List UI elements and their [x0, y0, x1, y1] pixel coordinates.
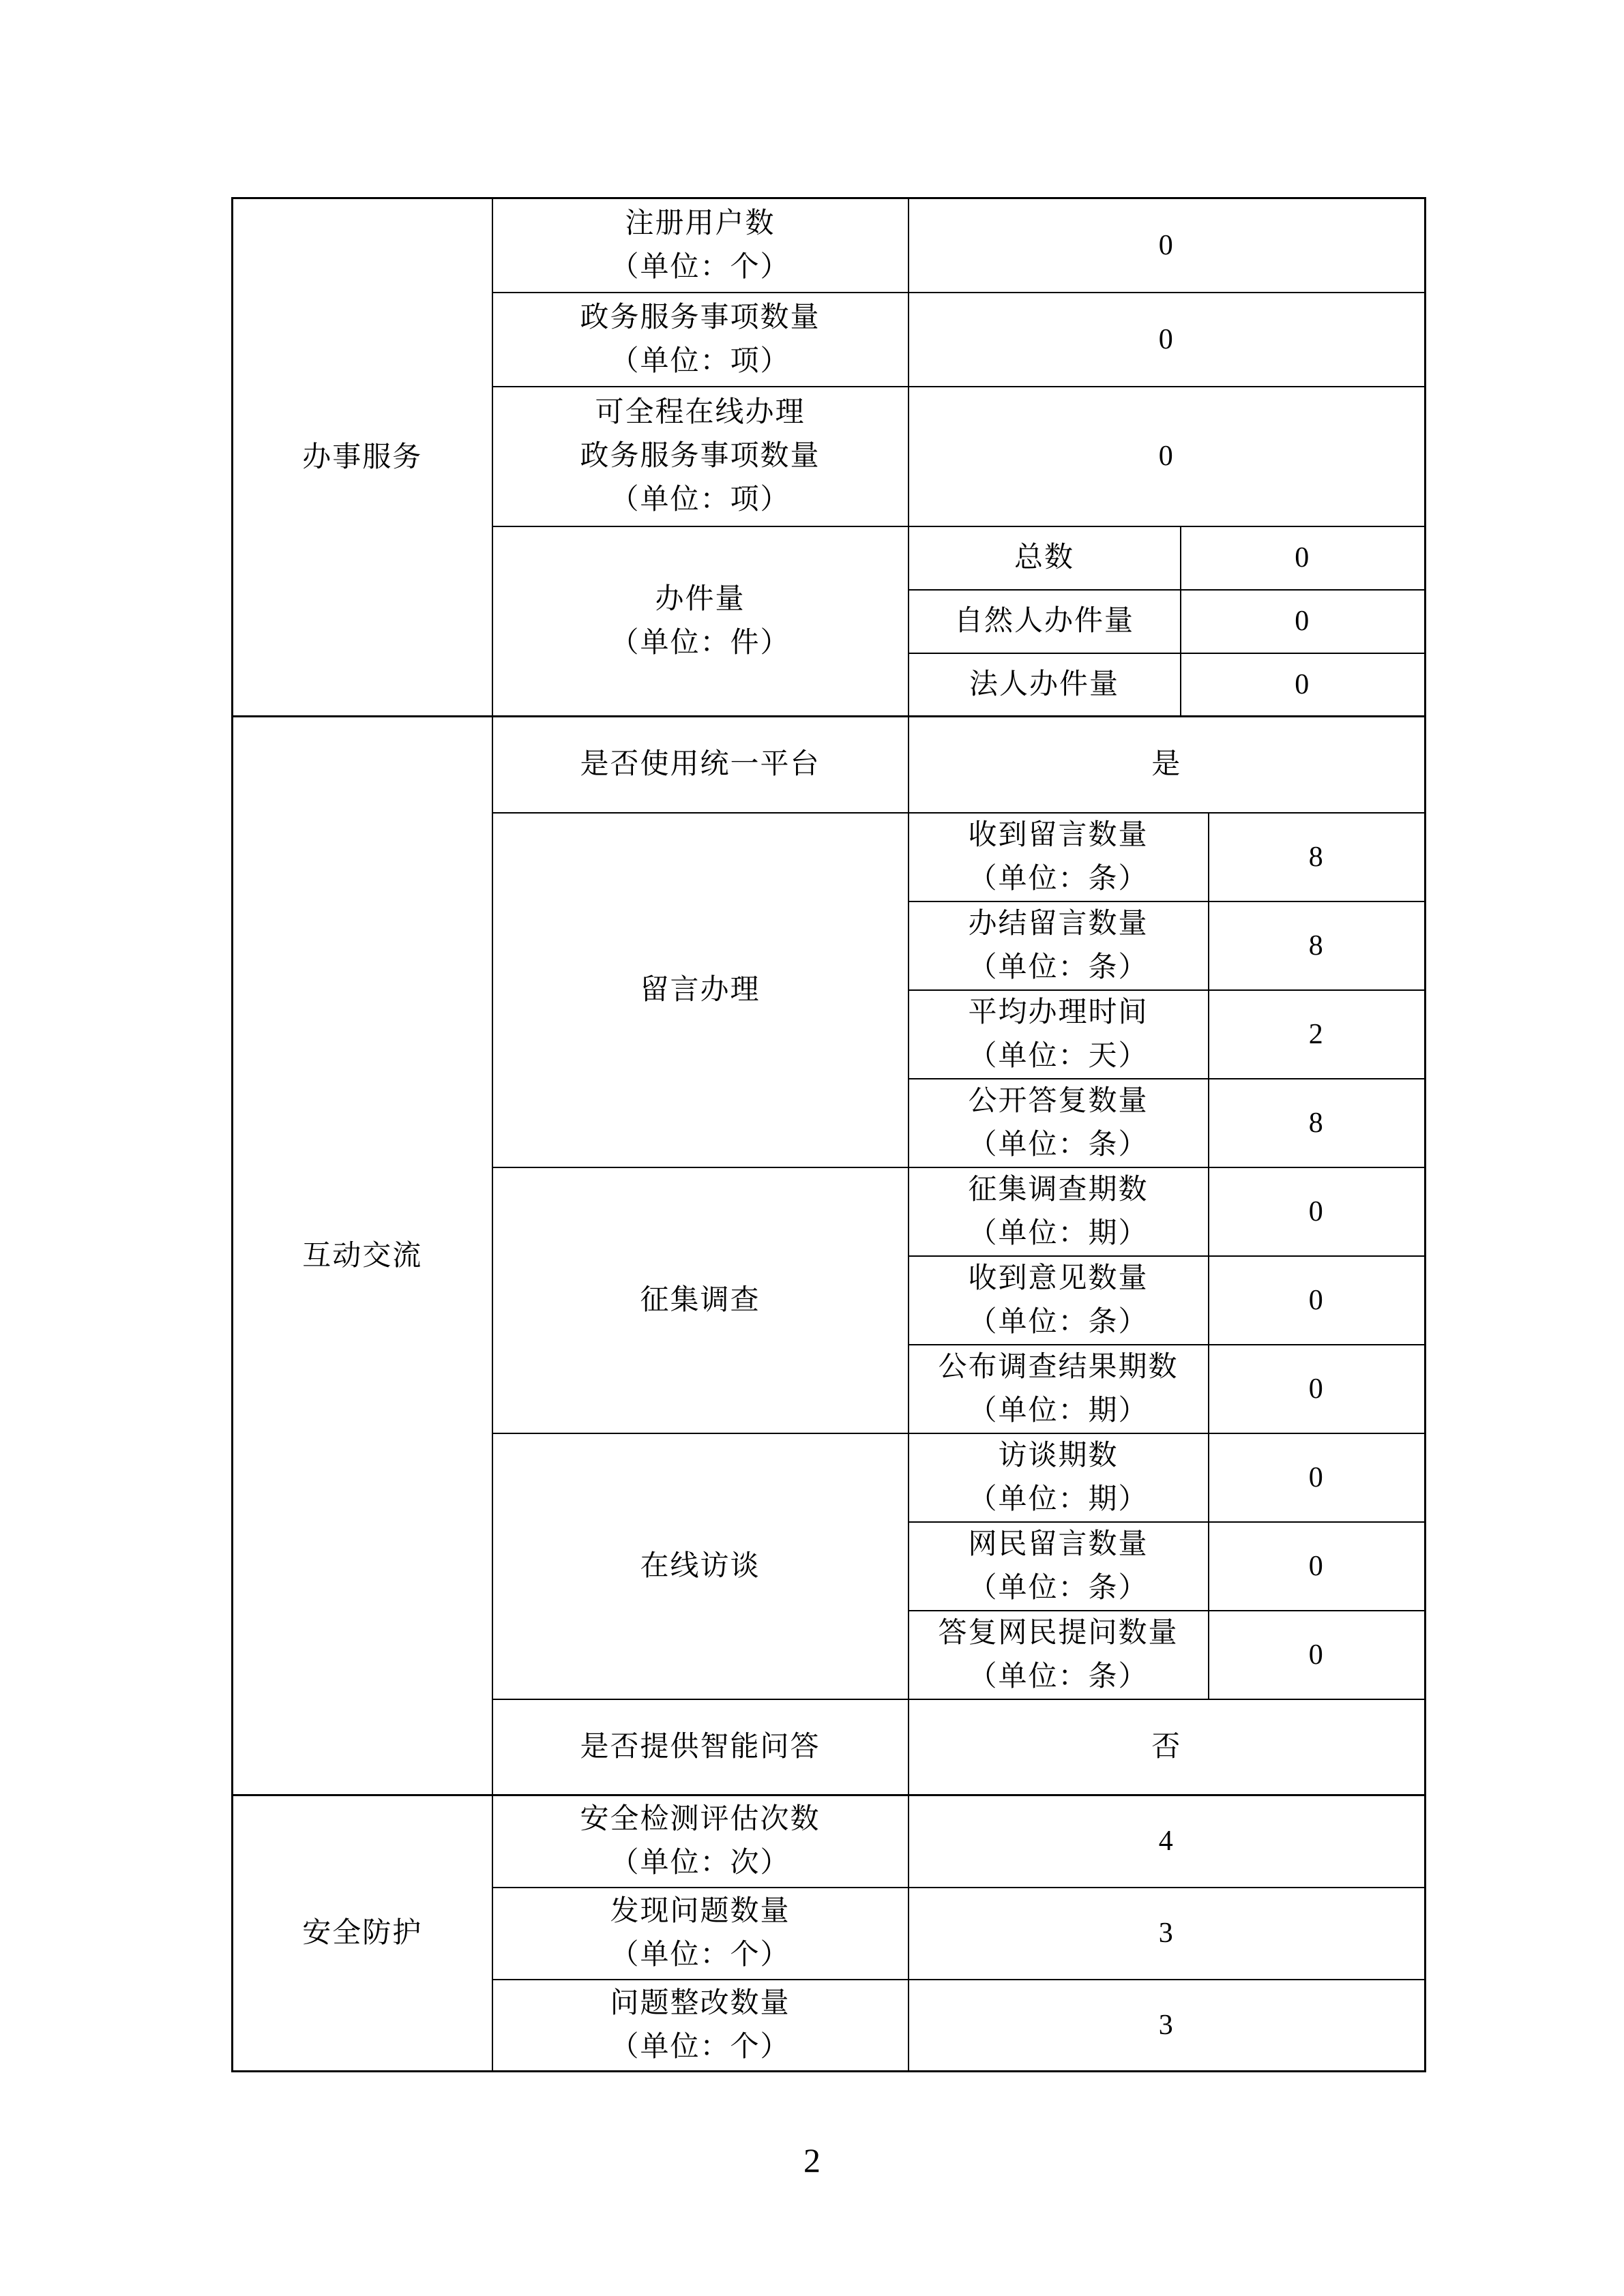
metric-name: 收到留言数量	[968, 819, 1149, 851]
metric-value-public-replies: 8	[1209, 1079, 1426, 1167]
subgroup-unit: （单位：件）	[610, 627, 791, 659]
metric-label-unified-platform: 是否使用统一平台	[492, 717, 909, 813]
metric-name: 发现问题数量	[610, 1896, 791, 1927]
metric-label-registered-users	[492, 198, 909, 293]
table-row	[233, 1795, 1426, 1888]
metric-label-public-replies	[909, 1079, 1209, 1167]
metric-value-service-items: 0	[909, 293, 1426, 387]
metric-label-messages-received	[909, 813, 1209, 901]
subgroup-label-zaixian-fangtan: 在线访谈	[492, 1433, 909, 1699]
metric-label-security-assessments	[492, 1795, 909, 1888]
metric-name: 公开答复数量	[968, 1085, 1149, 1117]
metric-value-survey-periods: 0	[1209, 1167, 1426, 1256]
metric-name: 网民留言数量	[968, 1528, 1149, 1560]
metric-unit: （单位：条）	[968, 1660, 1149, 1693]
subgroup-label-banjianliang	[492, 526, 909, 717]
metric-unit: （单位：天）	[968, 1040, 1149, 1072]
table-row	[233, 717, 1426, 813]
metric-name: 收到意见数量	[968, 1262, 1149, 1294]
metric-unit: （单位：期）	[968, 1217, 1149, 1249]
metric-value-natural-person-cases: 0	[1181, 590, 1426, 653]
metric-label-online-service-items	[492, 387, 909, 526]
metric-value-legal-person-cases: 0	[1181, 653, 1426, 717]
metric-label-interview-periods	[909, 1433, 1209, 1522]
metric-label-netizen-questions-answered	[909, 1611, 1209, 1699]
metric-name: 政务服务事项数量	[580, 301, 821, 333]
metric-unit: （单位：条）	[968, 951, 1149, 983]
section-label-anquan-fanghu: 安全防护	[233, 1795, 492, 2072]
metric-value-online-service-items: 0	[909, 387, 1426, 526]
metric-value-unified-platform: 是	[909, 717, 1426, 813]
metric-unit: （单位：条）	[968, 1306, 1149, 1338]
subgroup-label-liuyan-banli: 留言办理	[492, 813, 909, 1167]
metric-value-messages-received: 8	[1209, 813, 1426, 901]
metric-unit: （单位：个）	[610, 2031, 791, 2063]
metric-value-smart-qa: 否	[909, 1699, 1426, 1795]
metric-value-interview-periods: 0	[1209, 1433, 1426, 1522]
table-row	[233, 198, 1426, 293]
metric-label-netizen-messages	[909, 1522, 1209, 1611]
metric-label-natural-person-cases: 自然人办件量	[909, 590, 1181, 653]
metric-unit: （单位：次）	[610, 1847, 791, 1879]
metric-name: 办结留言数量	[968, 908, 1149, 940]
metric-unit: （单位：条）	[968, 1129, 1149, 1161]
metric-name: 答复网民提问数量	[938, 1617, 1179, 1649]
metric-label-opinions-received	[909, 1256, 1209, 1345]
metric-name: 注册用户数	[625, 207, 776, 239]
page-number: 2	[803, 2141, 821, 2179]
metric-name: 公布调查结果期数	[938, 1351, 1179, 1383]
metric-unit: （单位：个）	[610, 251, 791, 283]
metric-value-total-cases: 0	[1181, 526, 1426, 590]
subgroup-label-zhengji-diaocha: 征集调查	[492, 1167, 909, 1433]
annual-report-table	[231, 197, 1426, 2072]
metric-value-registered-users: 0	[909, 198, 1426, 293]
metric-name: 安全检测评估次数	[580, 1804, 821, 1836]
metric-value-problems-rectified: 3	[909, 1980, 1426, 2072]
metric-label-problems-rectified	[492, 1980, 909, 2072]
metric-label-total-cases: 总数	[909, 526, 1181, 590]
metric-unit: （单位：期）	[968, 1483, 1149, 1515]
metric-name: 访谈期数	[998, 1440, 1119, 1472]
metric-unit: （单位：条）	[968, 863, 1149, 895]
subgroup-name: 办件量	[655, 583, 745, 615]
metric-name: 问题整改数量	[610, 1987, 791, 2019]
metric-name: 征集调查期数	[968, 1174, 1149, 1206]
metric-name: 平均办理时间	[968, 996, 1149, 1028]
metric-value-opinions-received: 0	[1209, 1256, 1426, 1345]
metric-label-messages-resolved	[909, 901, 1209, 990]
metric-value-messages-resolved: 8	[1209, 901, 1426, 990]
metric-label-legal-person-cases: 法人办件量	[909, 653, 1181, 717]
metric-label-service-items	[492, 293, 909, 387]
metric-label-avg-handling-time	[909, 990, 1209, 1079]
metric-name: 可全程在线办理	[595, 397, 806, 428]
metric-value-netizen-messages: 0	[1209, 1522, 1426, 1611]
metric-value-security-assessments: 4	[909, 1795, 1426, 1888]
metric-unit: （单位：个）	[610, 1939, 791, 1971]
metric-label-problems-found	[492, 1888, 909, 1980]
metric-label-smart-qa: 是否提供智能问答	[492, 1699, 909, 1795]
section-label-banshi-fuwu: 办事服务	[233, 198, 492, 717]
metric-value-netizen-questions-answered: 0	[1209, 1611, 1426, 1699]
section-label-hudong-jiaoliu: 互动交流	[233, 717, 492, 1795]
metric-name: 政务服务事项数量	[580, 441, 821, 472]
metric-label-survey-results-published	[909, 1345, 1209, 1433]
metric-unit: （单位：条）	[968, 1572, 1149, 1604]
metric-value-problems-found: 3	[909, 1888, 1426, 1980]
metric-value-avg-handling-time: 2	[1209, 990, 1426, 1079]
metric-unit: （单位：项）	[610, 484, 791, 516]
metric-value-survey-results-published: 0	[1209, 1345, 1426, 1433]
metric-unit: （单位：期）	[968, 1395, 1149, 1427]
metric-label-survey-periods	[909, 1167, 1209, 1256]
metric-unit: （单位：项）	[610, 345, 791, 377]
